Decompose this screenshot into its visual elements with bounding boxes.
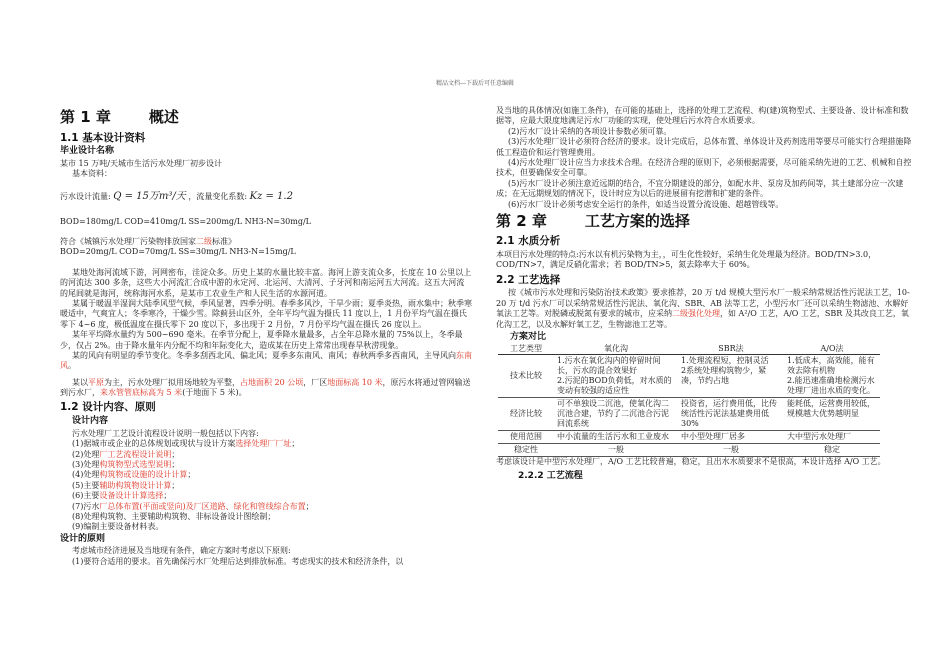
table-header: 氧化沟 xyxy=(554,344,678,355)
table-row xyxy=(498,444,880,457)
content-item-2: (2)处理厂工艺流程设计说明； xyxy=(72,449,180,459)
table-cell: 一般 xyxy=(678,444,784,457)
principle-6: (6)污水厂设计必须考虑安全运行的条件，如适当设置分流设施、超越管线等。 xyxy=(508,199,784,209)
section-2-2-heading: 2.2 工艺选择 xyxy=(496,273,561,286)
table-cell: 能耗低，运营费用较低，规模越大优势越明显 xyxy=(784,398,880,431)
table-header: 工艺类型 xyxy=(498,344,554,355)
design-content-heading: 设计内容 xyxy=(72,416,109,427)
content-item-1: (1)据城市或企业的总体规划或现状与设计方案选择处理厂厂址； xyxy=(72,439,300,449)
principle-5: (5)污水厂设计必须注意近远期的结合，不宜分期建设的部分，如配水井、泵房及加药间等，其土建部分应一次建成；在无远期规划的情况下，设计时应为以后的进展留有挖潜和扩建的条件。 xyxy=(496,178,904,199)
row-label: 技术比较 xyxy=(498,355,554,398)
row-label: 使用范围 xyxy=(498,431,554,444)
table-cell: 可不单独设二沉池，使氧化沟二沉池合建，节约了二沉池合污泥回流系统 xyxy=(554,398,678,431)
content-item-8: (8)处理构筑物、主要辅助构筑物、非标设备设计图绘制； xyxy=(72,511,276,521)
table-cell: 投资省，运行费用低，比传统活性污泥法基建费用低30% xyxy=(678,398,784,431)
principle-1-continued: 及当地的具体情况(如施工条件)，在可能的基础上，选择的处理工艺流程、构(建)筑物型式、主要设备、设计标准和数据等，应最大限度地满足污水厂功能的实现，使处理后污水符合水质要求。 xyxy=(496,106,909,126)
selection-conclusion: 考虑该设计是中型污水处理厂，A/O 工艺比较普遍，稳定，且出水水质要求不是很高，本设计选择 A/O 工艺。 xyxy=(496,457,886,467)
right-column xyxy=(496,106,914,483)
para-climate: 某属于暖温半湿润大陆季风型气候，季风显著，四季分明。春季多风沙，干旱少雨；夏季炎热，雨水集中；秋季寒暖适中，气爽宜人；冬季寒冷，干燥少雪。除蓟县山区外，全年平均气温为摄氏 11 度以上，1 月份平均气温在摄氏零下 4~6 度，极低温度在摄氏零下 20 度以下，多出现于 2 月份，7 月份平均气温在摄氏 26 度以上。 xyxy=(60,298,472,329)
comparison-table-title: 方案对比 xyxy=(510,332,547,343)
para-site: 某以平原为主，污水处理厂拟用场地较为平整，占地面积 20 公顷，厂区地面标高 10 米，原污水将通过管网输送到污水厂，来水管管底标高为 5 米(于地面下 5 米)。 xyxy=(60,377,471,398)
table-cell: 中小型处理厂居多 xyxy=(678,431,784,444)
content-intro: 污水处理厂工艺设计流程设计说明一般包括以下内容: xyxy=(72,428,259,438)
section-1-1-heading: 1.1 基本设计资料 xyxy=(60,131,146,144)
topic-label: 毕业设计名称 xyxy=(60,146,115,157)
para-wind: 某的风向有明显的季节变化。冬季多刮西北风、偏北风；夏季多东南风、南风；春秋两季多西南风，主导风向东南风。 xyxy=(60,350,472,371)
content-item-4: (4)处理构筑物或设施的设计计算； xyxy=(72,470,196,480)
header-note: 精品文档---下载后可任意编辑 xyxy=(435,80,515,87)
left-column xyxy=(60,106,472,567)
row-label: 经济比较 xyxy=(498,398,554,431)
table-cell: 1.低成本，高效能，能有效去除有机物 2.能迅速准确地检测污水处理厂进出水质的变化。 xyxy=(784,355,880,398)
para-river: 某地处海河流域下游，河网密布，洼淀众多。历史上某的水量比较丰富。海河上游支流众多，长度在 10 公里以上的河流达 300 多条，这些大小河流汇合成中游的永定河、北运河、大清河、子牙河和南运河五大河流。这五大河流的尾闾就是海河，统称海河水系，是某市工农业生产和人民生活的水源河道。 xyxy=(60,267,472,298)
standard-line: 符合《城镇污水处理厂污染物排放国家二级标准》 xyxy=(60,237,236,246)
table-cell: 稳定 xyxy=(784,444,880,457)
principle-4: (4)污水处理厂设计应当力求技术合理。在经济合理的原则下，必须根据需要，尽可能采纳先进的工艺、机械和自控技术，但要确保安全可靠。 xyxy=(496,157,912,178)
content-item-5: (5)主要辅助构筑物设计计算； xyxy=(72,480,180,490)
table-cell: 1.污水在氧化沟内的停留时间长，污水的混合效果好 2.污泥的BOD负荷低，对水质的变动有较强的适应性 xyxy=(554,355,678,398)
content-item-7: (7)污水厂总体布置(平面或竖向)及厂区道路、绿化和管线综合布置； xyxy=(72,501,314,511)
table-row xyxy=(498,398,880,431)
principle-3: (3)污水处理厂设计必须符合经济的要求。设计完成后，总体布置、单体设计及药剂选用等要尽可能实行合理措施降低工程造价和运行管理费用。 xyxy=(496,137,912,157)
table-cell: 一般 xyxy=(554,444,678,457)
table-row xyxy=(498,355,880,398)
content-item-6: (6)主要设备设计计算选择； xyxy=(72,491,172,501)
chapter-2-heading: 第 2 章 工艺方案的选择 xyxy=(496,211,690,230)
content-item-9: (9)编制主要设备材料表。 xyxy=(72,522,164,532)
topic-text: 某市 15 万吨/天城市生活污水处理厂初步设计 xyxy=(60,158,222,168)
table-header: A/O法 xyxy=(784,344,880,355)
section-1-2-heading: 1.2 设计内容、原则 xyxy=(60,401,156,414)
content-item-3: (3)处理构筑物型式选型说明； xyxy=(72,459,180,469)
table-row xyxy=(498,431,880,444)
flow-formula: Q = 15万m³/天 xyxy=(113,190,186,202)
table-cell: 中小流量的生活污水和工业废水 xyxy=(554,431,678,444)
water-quality-analysis: 本项目污水处理的特点:污水以有机污染物为主，，可生化性较好，采纳生化处理最为经济。BOD/TN>3.0，COD/TN>7，满足反硝化需求；若 BOD/TN>5，氮去除率大于 60%。 xyxy=(496,250,877,270)
process-selection-text: 按《城市污水处理和污染防治技术政策》要求推荐，20 万 t/d 规模大型污水厂一般采纳常规活性污泥法工艺，10-20 万 t/d 污水厂可以采纳常规活性污泥法、氧化沟、SBR、AB 法等工艺，小型污水厂还可以采纳生物滤池、水解好氧法工艺等。对脱磷或脱氮有要求的城市，应采纳二级强化处理，如 A²/O 工艺，A/O 工艺，SBR 及其改良工艺，氧化沟工艺，以及水解好氧工艺，生物滤池工艺等。 xyxy=(496,288,910,329)
inflow-quality: BOD=180mg/L COD=410mg/L SS=200mg/L NH3-N=30mg/L xyxy=(60,216,311,226)
comparison-table xyxy=(498,344,880,457)
table-header: SBR法 xyxy=(678,344,784,355)
design-principle-heading: 设计的原则 xyxy=(60,533,106,544)
outflow-quality: BOD=20mg/L COD=70mg/L SS=30mg/L NH3-N=15mg/L xyxy=(60,247,296,257)
principle-1: (1)要符合适用的要求。首先确保污水厂处理后达到排放标准。考虑现实的技术和经济条件，以 xyxy=(72,556,404,566)
chapter-1-heading: 第 1 章 概述 xyxy=(60,108,179,126)
row-label: 稳定性 xyxy=(498,444,554,457)
principle-2: (2)污水厂设计采纳的各项设计参数必须可靠。 xyxy=(508,126,672,136)
para-rainfall: 某年平均降水量约为 500~690 毫米。在季节分配上，夏季降水量最多，占全年总降水量的 75%以上，冬季最少，仅占 2%。由于降水量年内分配不均和年际变化大，造成某在历史上常常出现春旱秋涝现象。 xyxy=(60,330,463,350)
section-2-2-2-heading: 2.2.2 工艺流程 xyxy=(518,470,583,481)
table-cell: 大中型污水处理厂 xyxy=(784,431,880,444)
principle-intro: 考虑城市经济进展及当地现有条件，确定方案时考虑以下原则: xyxy=(72,546,291,556)
table-cell: 1.处理流程短，控制灵活 2系统处理构筑物少，紧凑，节约占地 xyxy=(678,355,784,398)
basic-data-label: 基本资料： xyxy=(72,169,112,179)
section-2-1-heading: 2.1 水质分析 xyxy=(496,235,561,248)
kz-formula: Kz = 1.2 xyxy=(249,190,293,202)
flow-line: 污水设计流量: Q = 15万m³/天 ，流量变化系数: Kz = 1.2 xyxy=(60,190,293,202)
table-header-row xyxy=(498,344,880,355)
